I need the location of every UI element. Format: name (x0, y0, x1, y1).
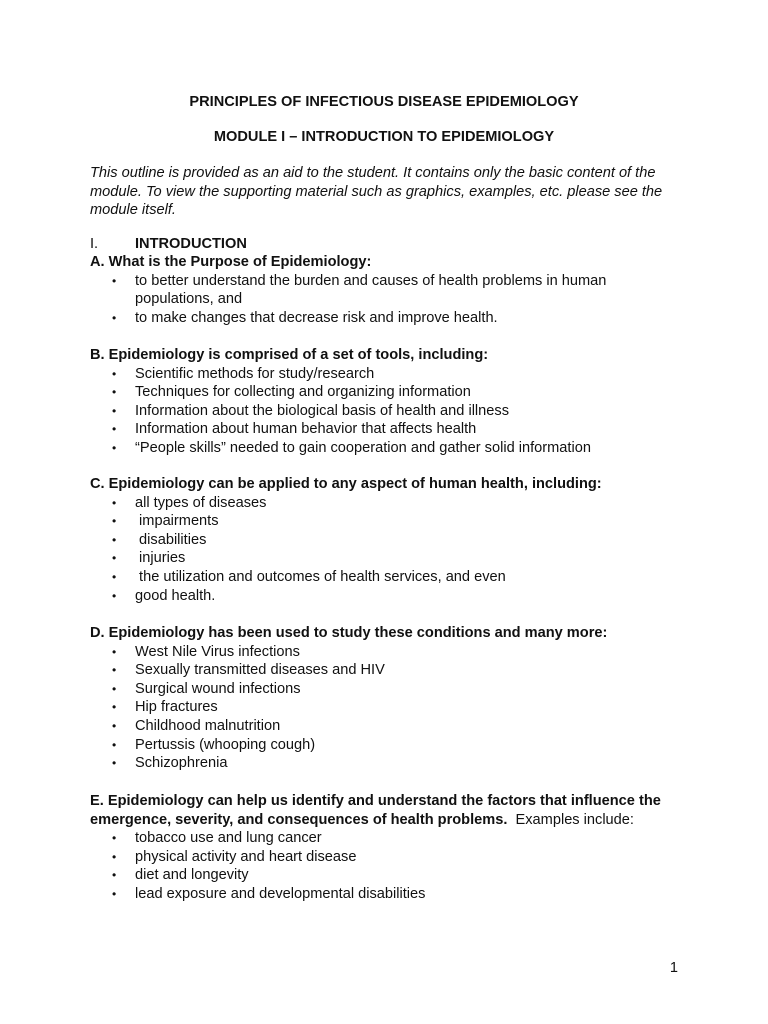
bullet-icon: • (112, 868, 117, 883)
roman-section-heading (90, 235, 680, 254)
bullet-icon: • (112, 440, 117, 455)
list-item: • tobacco use and lung cancer (112, 830, 322, 847)
page-number: 1 (669, 960, 678, 976)
bullet-icon: • (112, 588, 117, 603)
list-item: • Sexually transmitted diseases and HIV (112, 662, 385, 679)
bullet-icon: • (112, 849, 117, 864)
list-item: • Information about human behavior that affects health (112, 421, 477, 438)
bullet-icon: • (112, 700, 117, 715)
bullet-icon: • (112, 310, 117, 325)
bullet-icon: • (112, 273, 117, 288)
list-item: • the utilization and outcomes of health services, and even (112, 568, 506, 585)
intro-note: This outline is provided as an aid to the student. It contains only the basic content of the module. To view the supporting material such as graphics, examples, etc. please see the module itself. (90, 165, 663, 219)
bullet-icon: • (112, 514, 117, 529)
list-item: • injuries (112, 550, 186, 567)
module-title: MODULE I – INTRODUCTION TO EPIDEMIOLOGY (213, 129, 555, 145)
section-c (90, 475, 680, 605)
bullet-icon: • (112, 644, 117, 659)
section-heading: B. Epidemiology is comprised of a set of tools, including: (90, 347, 489, 363)
list-item: • Childhood malnutrition (112, 717, 281, 734)
list-item: • to make changes that decrease risk and improve health. (112, 309, 498, 326)
bullet-list (90, 643, 680, 773)
introduction-heading: INTRODUCTION (135, 236, 247, 252)
bullet-list (90, 272, 680, 328)
bullet-icon: • (112, 569, 117, 584)
roman-numeral: I. (90, 236, 99, 252)
bullet-icon: • (112, 403, 117, 418)
section-heading: C. Epidemiology can be applied to any aspect of human health, including: (90, 476, 602, 492)
section-d (90, 624, 680, 773)
list-item: • Schizophrenia (112, 755, 228, 772)
bullet-list (90, 829, 680, 903)
list-item: • Information about the biological basis of health and illness (112, 402, 510, 419)
list-item: • “People skills” needed to gain cooperation and gather solid information (112, 439, 591, 456)
list-item: • Hip fractures (112, 699, 218, 716)
section-heading: E. Epidemiology can help us identify and understand the factors that influence the emergence, severity, and consequences of health problems. Examples include: (90, 793, 661, 828)
list-item: • diet and longevity (112, 867, 249, 884)
section-heading: A. What is the Purpose of Epidemiology: (90, 254, 372, 270)
bullet-icon: • (112, 681, 117, 696)
list-item: • Scientific methods for study/research (112, 365, 375, 382)
list-item: • impairments (112, 513, 219, 530)
bullet-icon: • (112, 831, 117, 846)
list-item: • lead exposure and developmental disabilities (112, 885, 426, 902)
document-title: PRINCIPLES OF INFECTIOUS DISEASE EPIDEMIOLOGY (189, 94, 579, 110)
list-item: • disabilities (112, 531, 207, 548)
list-item: • good health. (112, 587, 216, 604)
bullet-icon: • (112, 495, 117, 510)
list-item: • West Nile Virus infections (112, 643, 300, 660)
section-b (90, 346, 680, 458)
bullet-icon: • (112, 718, 117, 733)
bullet-icon: • (112, 422, 117, 437)
section-e (90, 792, 680, 904)
bullet-icon: • (112, 551, 117, 566)
bullet-list (90, 365, 680, 458)
list-item: • Pertussis (whooping cough) (112, 736, 316, 753)
bullet-icon: • (112, 756, 117, 771)
section-heading: D. Epidemiology has been used to study these conditions and many more: (90, 625, 608, 641)
list-item: • physical activity and heart disease (112, 848, 357, 865)
bullet-icon: • (112, 366, 117, 381)
list-item: • all types of diseases (112, 494, 267, 511)
list-item: • Techniques for collecting and organizing information (112, 384, 471, 401)
bullet-icon: • (112, 385, 117, 400)
list-item: • Surgical wound infections (112, 680, 301, 697)
list-item: • to better understand the burden and causes of health problems in human populations, and (112, 272, 607, 308)
bullet-icon: • (112, 663, 117, 678)
bullet-list (90, 494, 680, 606)
section-heading-suffix: Examples include: (507, 811, 634, 828)
bullet-icon: • (112, 737, 117, 752)
bullet-icon: • (112, 886, 117, 901)
section-a (90, 253, 680, 327)
bullet-icon: • (112, 532, 117, 547)
